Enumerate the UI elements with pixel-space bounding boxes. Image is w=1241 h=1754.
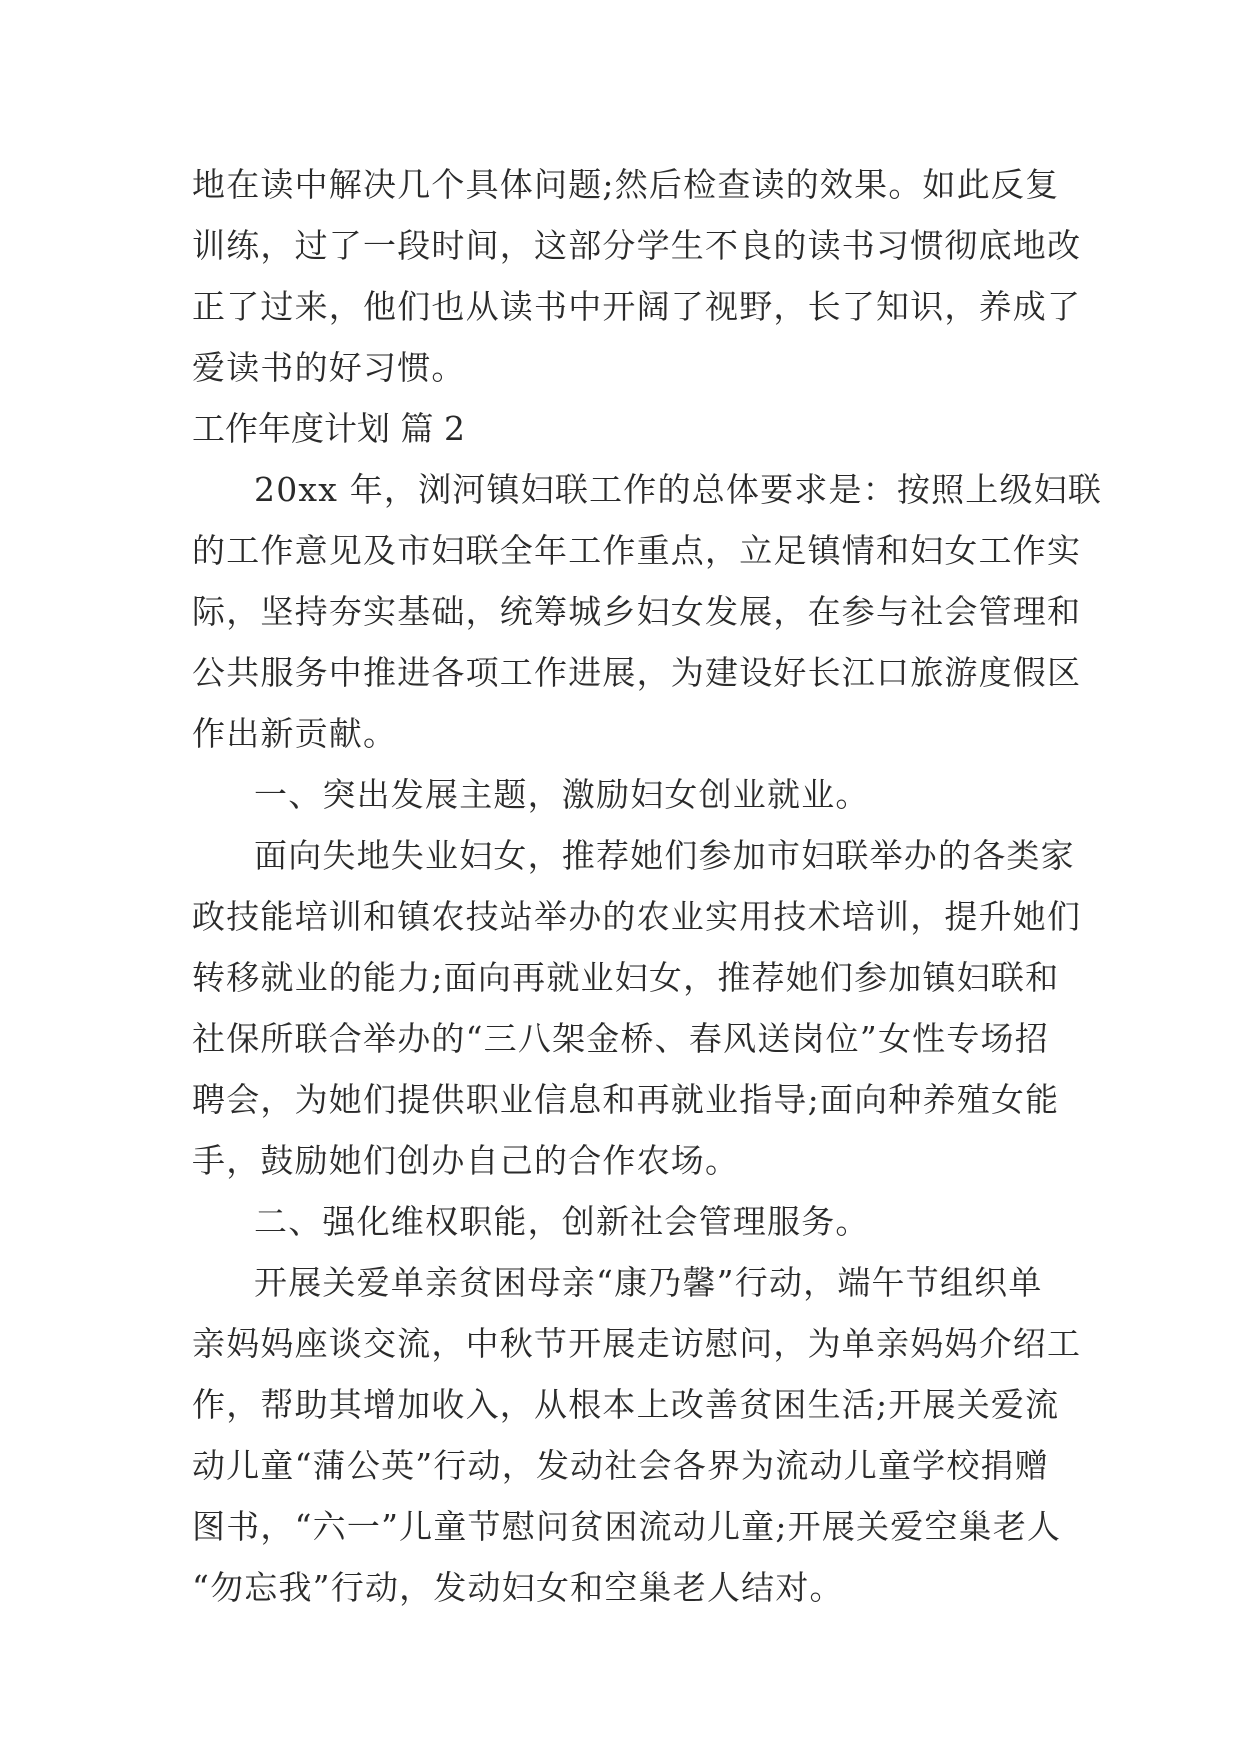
- subheading-2: 二、强化维权职能，创新社会管理服务。: [254, 1202, 870, 1241]
- text-line: 政技能培训和镇农技站举办的农业实用技术培训，提升她们: [192, 897, 1082, 936]
- text-line: 爱读书的好习惯。: [192, 348, 466, 387]
- text-line: 亲妈妈座谈交流，中秋节开展走访慰问，为单亲妈妈介绍工: [192, 1324, 1082, 1363]
- subheading-1: 一、突出发展主题，激励妇女创业就业。: [254, 775, 870, 814]
- text-line: “勿忘我”行动，发动妇女和空巢老人结对。: [192, 1568, 844, 1607]
- text-line: 训练，过了一段时间，这部分学生不良的读书习惯彻底地改: [192, 226, 1082, 265]
- text-line: 正了过来，他们也从读书中开阔了视野，长了知识，养成了: [192, 287, 1082, 326]
- paragraph-first-line: 开展关爱单亲贫困母亲“康乃馨”行动，端午节组织单: [254, 1263, 1043, 1302]
- text-line: 动儿童“蒲公英”行动，发动社会各界为流动儿童学校捐赠: [192, 1446, 1049, 1485]
- text-line: 社保所联合举办的“三八架金桥、春风送岗位”女性专场招: [192, 1019, 1049, 1058]
- section-title: 工作年度计划 篇 2: [192, 409, 465, 448]
- text-line: 际，坚持夯实基础，统筹城乡妇女发展，在参与社会管理和: [192, 592, 1082, 631]
- text-line: 作出新贡献。: [192, 714, 398, 753]
- text-line: 图书，“六一”儿童节慰问贫困流动儿童;开展关爱空巢老人: [192, 1507, 1062, 1546]
- text-line: 手，鼓励她们创办自己的合作农场。: [192, 1141, 740, 1180]
- text-line: 的工作意见及市妇联全年工作重点，立足镇情和妇女工作实: [192, 531, 1082, 570]
- text-line: 转移就业的能力;面向再就业妇女，推荐她们参加镇妇联和: [192, 958, 1060, 997]
- paragraph-first-line: 20xx 年，浏河镇妇联工作的总体要求是：按照上级妇联: [254, 470, 1103, 509]
- paragraph-first-line: 面向失地失业妇女，推荐她们参加市妇联举办的各类家: [254, 836, 1075, 875]
- document-body: [192, 154, 1103, 1618]
- text-line: 地在读中解决几个具体问题;然后检查读的效果。如此反复: [192, 165, 1060, 204]
- text-line: 作，帮助其增加收入，从根本上改善贫困生活;开展关爱流: [192, 1385, 1060, 1424]
- text-line: 聘会，为她们提供职业信息和再就业指导;面向种养殖女能: [192, 1080, 1060, 1119]
- text-line: 公共服务中推进各项工作进展，为建设好长江口旅游度假区: [192, 653, 1082, 692]
